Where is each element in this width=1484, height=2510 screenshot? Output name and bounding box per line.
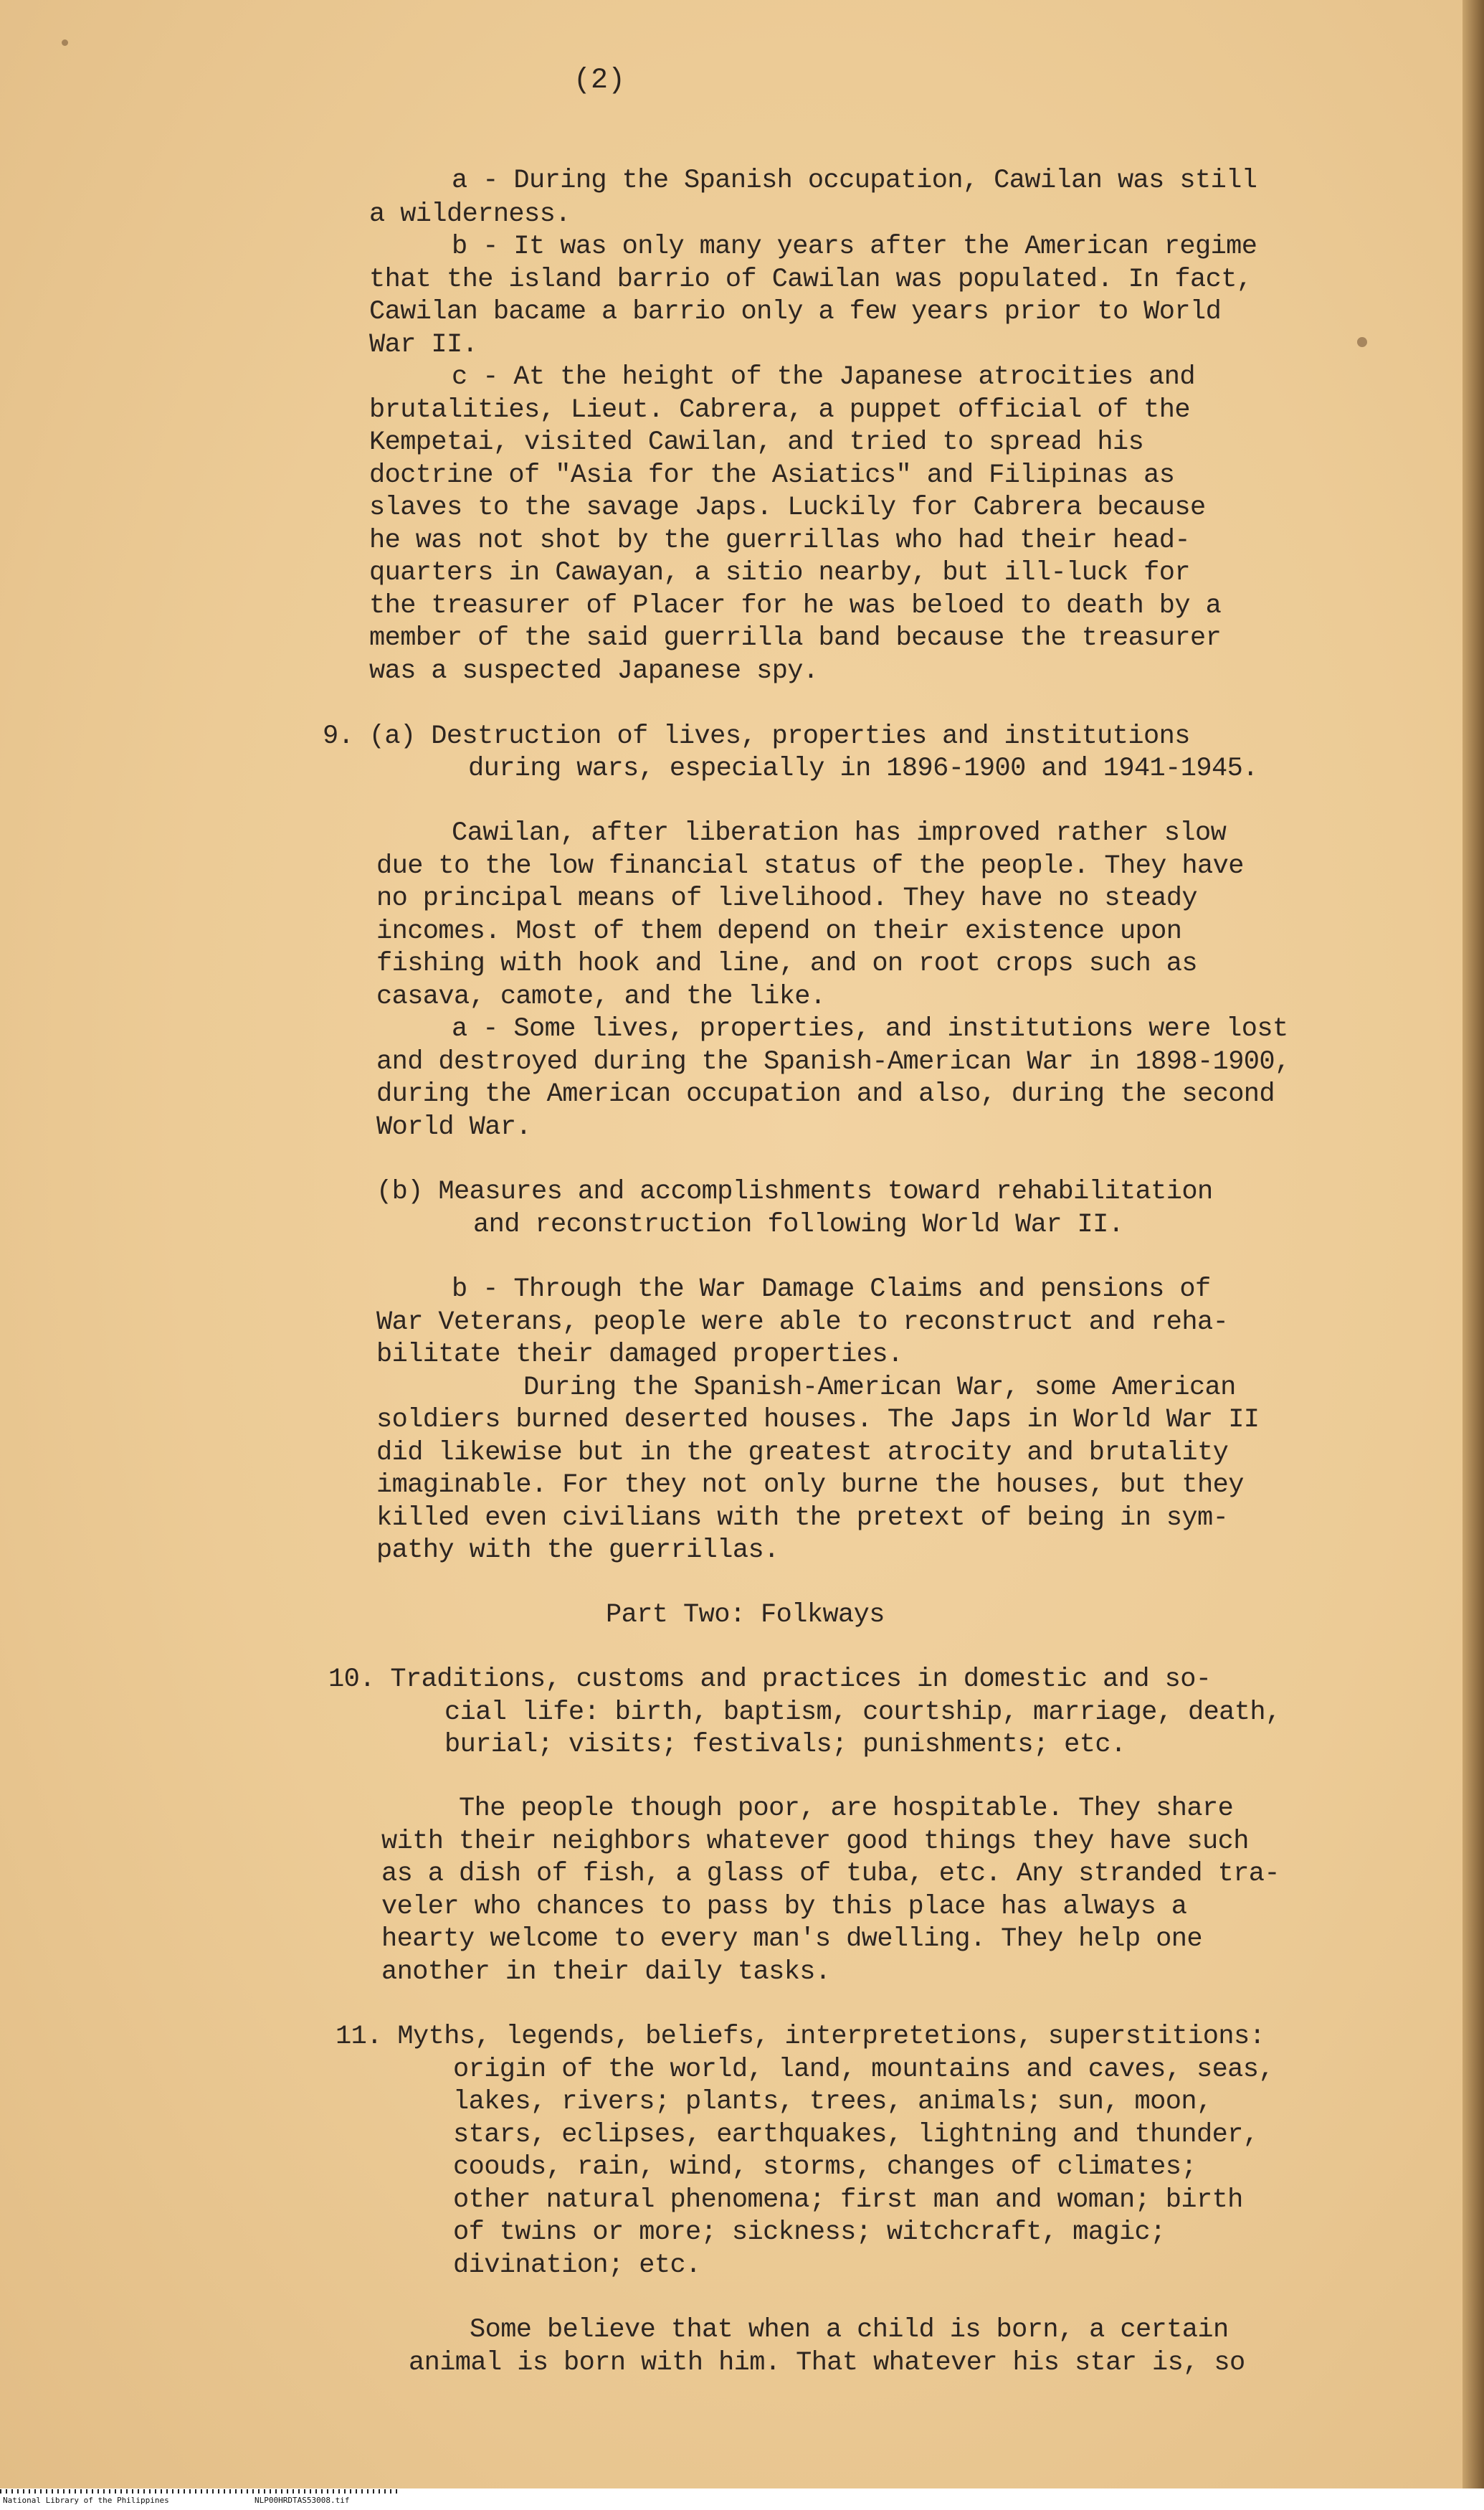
text-line: During the Spanish-American War, some American (523, 1373, 1236, 1403)
text-line: was a suspected Japanese spy. (369, 656, 819, 686)
item-heading: during wars, especially in 1896-1900 and 1941-1945. (468, 754, 1258, 784)
item-heading: other natural phenomena; first man and woman; birth (453, 2185, 1243, 2215)
text-line: due to the low financial status of the people. They have (376, 851, 1244, 881)
text-line: c - At the height of the Japanese atrocities and (452, 362, 1195, 392)
item-heading: 9. (a) Destruction of lives, properties and institutions (323, 721, 1190, 752)
text-line: War II. (369, 330, 478, 360)
text-line: incomes. Most of them depend on their existence upon (376, 917, 1182, 947)
item-heading: stars, eclipses, earthquakes, lightning and thunder, (453, 2120, 1259, 2150)
item-heading: of twins or more; sickness; witchcraft, magic; (453, 2217, 1166, 2248)
text-line: doctrine of "Asia for the Asiatics" and Filipinas as (369, 460, 1175, 491)
text-line: and destroyed during the Spanish-American War in 1898-1900, (376, 1047, 1290, 1077)
text-line: a - During the Spanish occupation, Cawilan was still (452, 166, 1257, 196)
item-heading: (b) Measures and accomplishments toward rehabilitation (376, 1177, 1213, 1207)
item-heading: and reconstruction following World War II. (473, 1210, 1124, 1240)
item-heading: lakes, rivers; plants, trees, animals; sun, moon, (453, 2087, 1212, 2117)
text-line: slaves to the savage Japs. Luckily for Cabrera because (369, 493, 1206, 523)
item-heading: divination; etc. (453, 2250, 701, 2281)
text-line: during the American occupation and also, during the second (376, 1079, 1275, 1109)
text-line: bilitate their damaged properties. (376, 1340, 903, 1370)
item-heading: cial life: birth, baptism, courtship, marriage, death, (444, 1697, 1281, 1728)
text-line: Kempetai, visited Cawilan, and tried to spread his (369, 427, 1144, 458)
text-line: brutalities, Lieut. Cabrera, a puppet official of the (369, 395, 1190, 425)
text-line: member of the said guerrilla band because the treasurer (369, 623, 1222, 653)
paper-stain (1357, 337, 1367, 347)
item-heading: 11. Myths, legends, beliefs, interpretetions, superstitions: (336, 2022, 1265, 2052)
text-line: he was not shot by the guerrillas who had their head- (369, 526, 1190, 556)
text-line: b - It was only many years after the American regime (452, 232, 1257, 262)
item-heading: origin of the world, land, mountains and caves, seas, (453, 2055, 1274, 2085)
item-heading: 10. Traditions, customs and practices in domestic and so- (328, 1664, 1212, 1695)
scan-ruler (0, 2489, 401, 2494)
text-line: fishing with hook and line, and on root crops such as (376, 949, 1197, 979)
text-line: quarters in Cawayan, a sitio nearby, but ill-luck for (369, 558, 1190, 588)
item-heading: coouds, rain, wind, storms, changes of climates; (453, 2152, 1197, 2182)
text-line: imaginable. For they not only burne the houses, but they (376, 1470, 1244, 1500)
item-heading: burial; visits; festivals; punishments; etc. (444, 1730, 1126, 1760)
text-line: b - Through the War Damage Claims and pensions of (452, 1274, 1211, 1304)
text-line: killed even civilians with the pretext of being in sym- (376, 1503, 1229, 1533)
section-heading: Part Two: Folkways (606, 1600, 885, 1630)
text-line: Some believe that when a child is born, a certain (470, 2315, 1229, 2345)
text-line: casava, camote, and the like. (376, 982, 826, 1012)
text-line: a - Some lives, properties, and institutions were lost (452, 1014, 1288, 1044)
paper-stain (62, 39, 68, 46)
text-line: another in their daily tasks. (381, 1957, 831, 1987)
text-line: hearty welcome to every man's dwelling. They help one (381, 1924, 1202, 1954)
page-edge-shadow (1462, 0, 1484, 2488)
text-line: War Veterans, people were able to reconstruct and reha- (376, 1307, 1229, 1337)
page-number: (2) (574, 65, 626, 97)
text-line: that the island barrio of Cawilan was populated. In fact, (369, 265, 1252, 295)
text-line: as a dish of fish, a glass of tuba, etc. Any stranded tra- (381, 1859, 1280, 1889)
library-credit: National Library of the Philippines (3, 2496, 169, 2505)
text-line: The people though poor, are hospitable. They share (459, 1794, 1234, 1824)
text-line: soldiers burned deserted houses. The Japs in World War II (376, 1405, 1260, 1435)
text-line: the treasurer of Placer for he was beloed to death by a (369, 591, 1222, 621)
text-line: with their neighbors whatever good things they have such (381, 1827, 1249, 1857)
text-line: Cawilan, after liberation has improved rather slow (452, 818, 1227, 848)
text-line: did likewise but in the greatest atrocity and brutality (376, 1438, 1229, 1468)
text-line: animal is born with him. That whatever his star is, so (409, 2348, 1245, 2378)
text-line: no principal means of livelihood. They have no steady (376, 884, 1197, 914)
scan-filename: NLP00HRDTAS53008.tif (255, 2496, 350, 2505)
text-line: pathy with the guerrillas. (376, 1535, 779, 1566)
text-line: Cawilan bacame a barrio only a few years prior to World (369, 297, 1222, 327)
text-line: veler who chances to pass by this place has always a (381, 1892, 1187, 1922)
text-line: World War. (376, 1112, 532, 1142)
text-line: a wilderness. (369, 199, 571, 229)
